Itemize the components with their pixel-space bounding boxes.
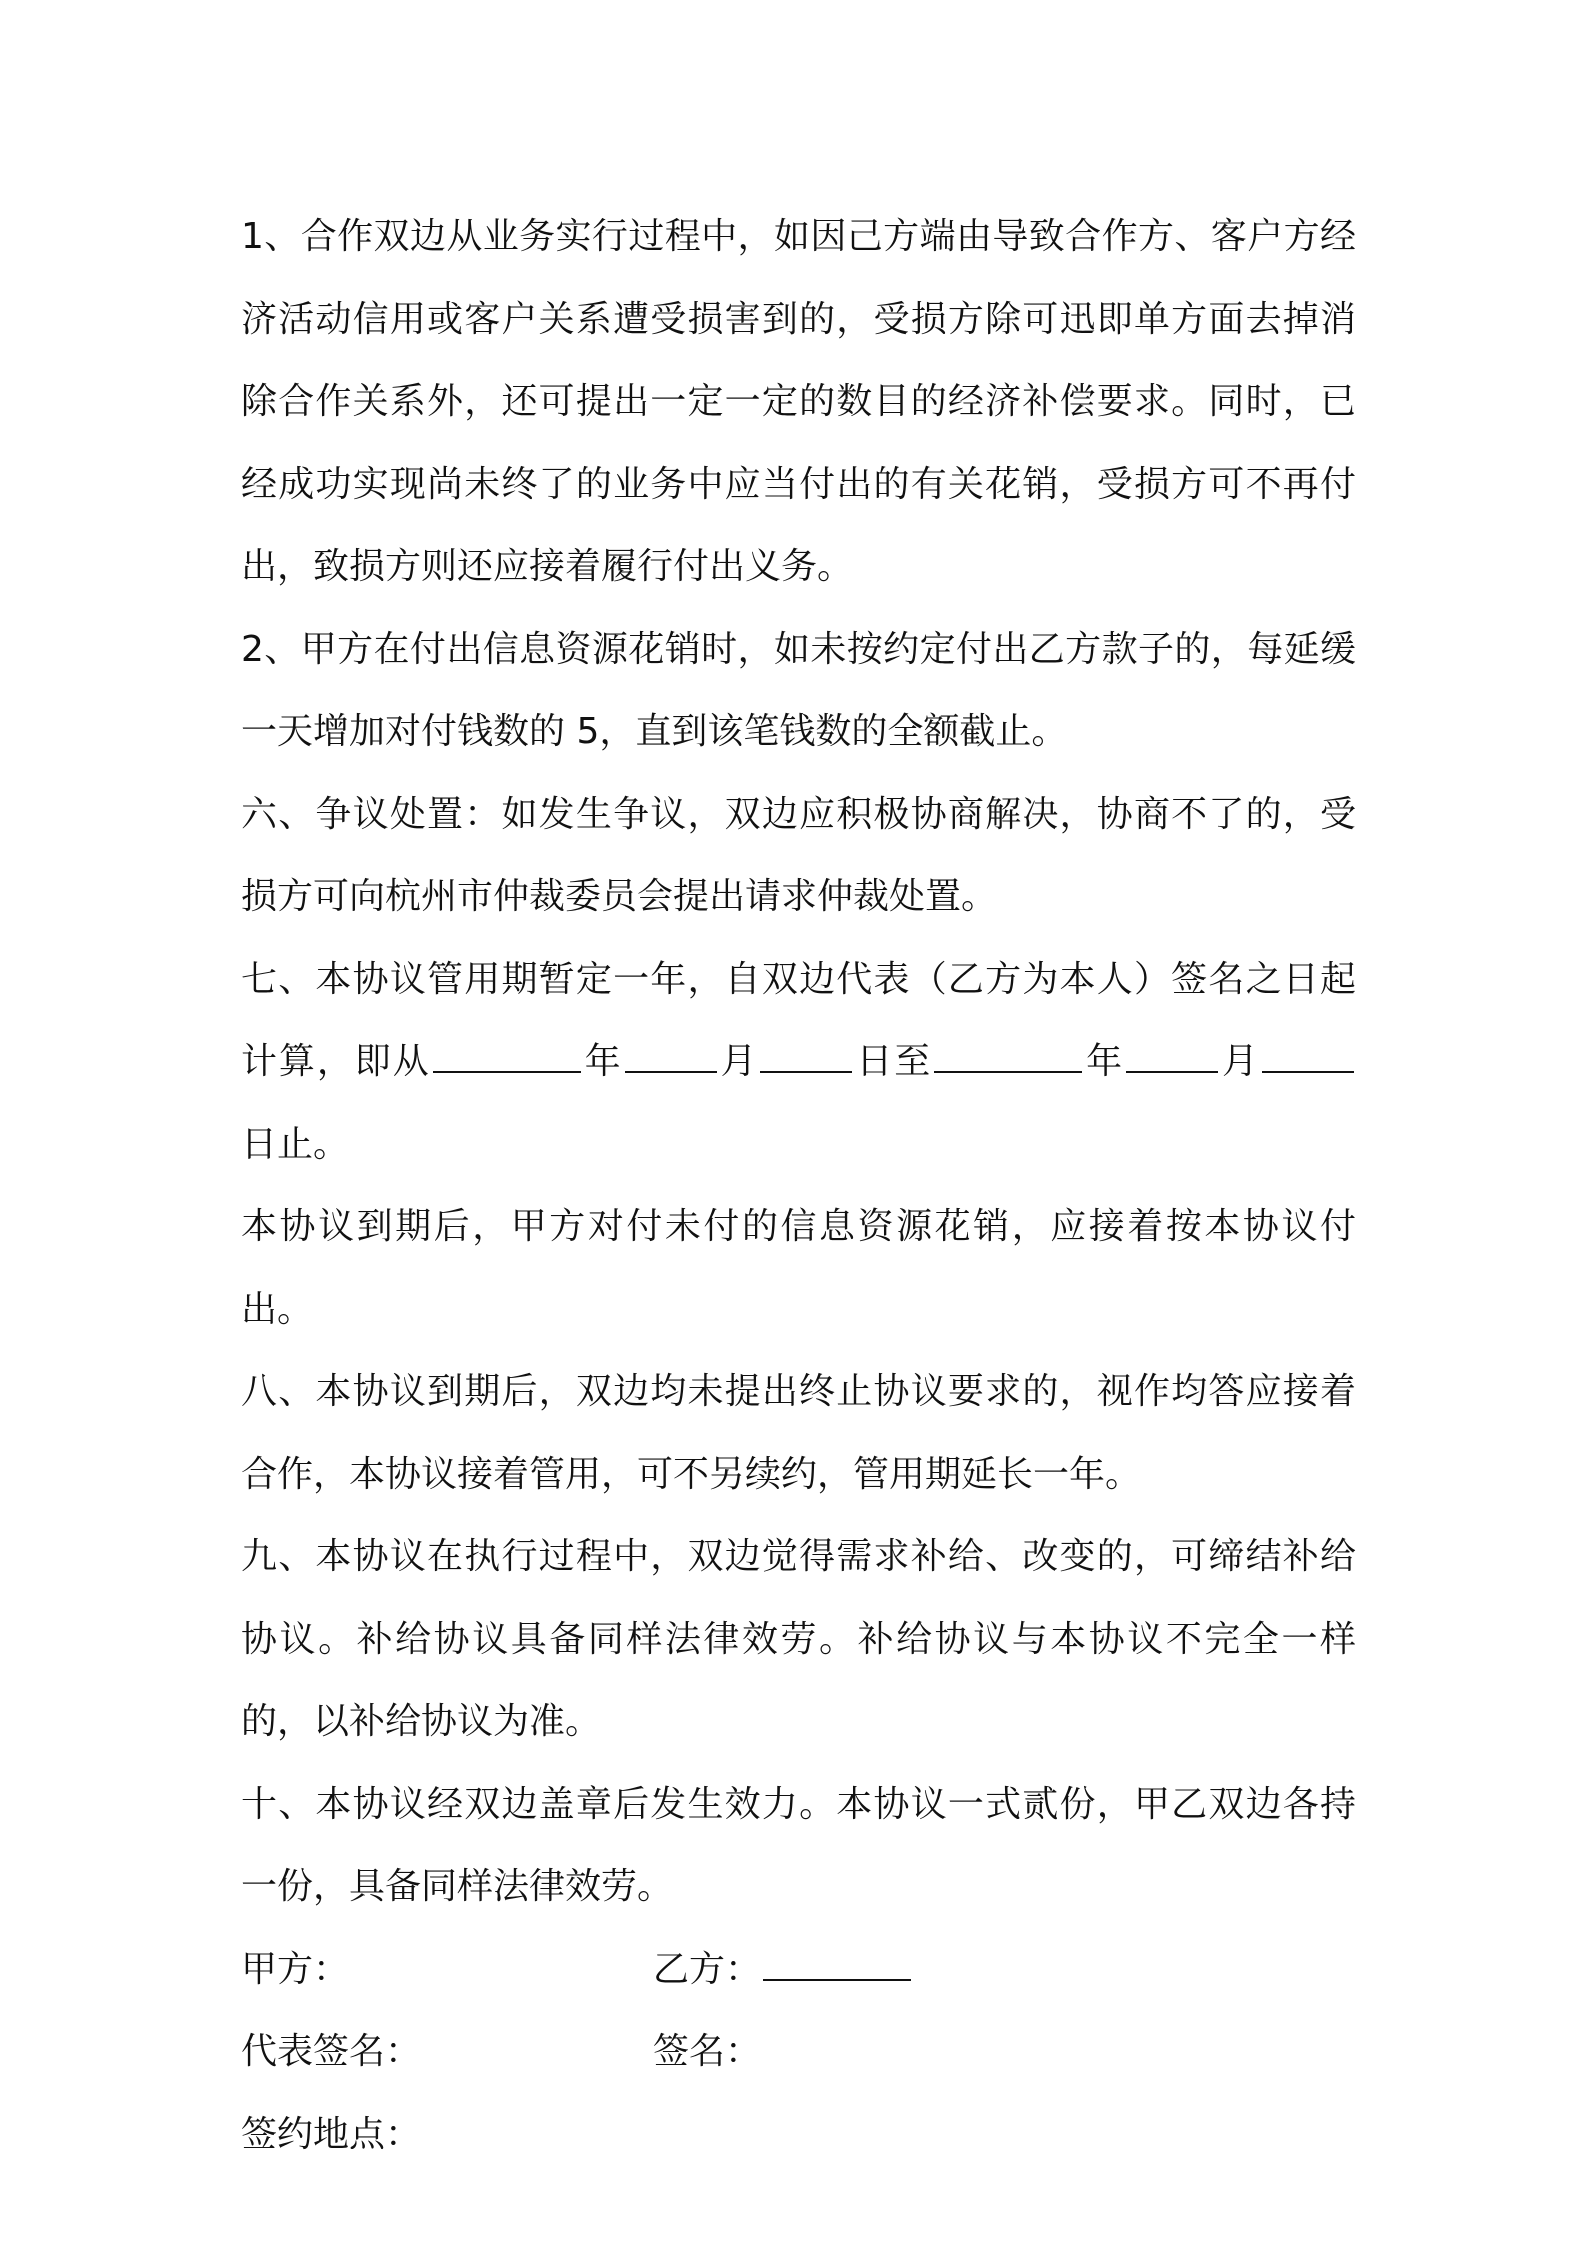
rep-sign-label: 代表签名：: [241, 2031, 422, 2072]
clause-2: 2、甲方在付出信息资源花销时，如未按约定付出乙方款子的，每延缓一天增加对付钱数的 5，直到该笔钱数的全额截止。: [241, 628, 1356, 752]
start-month-blank: [625, 1070, 717, 1073]
clause-6-dispute: 六、争议处置：如发生争议，双边应积极协商解决，协商不了的，受损方可向杭州市仲裁委员会提出请求仲裁处置。: [241, 793, 1356, 917]
party-b-blank: [763, 1978, 911, 1981]
start-year-blank: [433, 1070, 581, 1073]
clause-7-continued: 本协议到期后，甲方对付未付的信息资源花销，应接着按本协议付出。: [241, 1206, 1356, 1330]
clause-9-supplement: 九、本协议在执行过程中，双边觉得需求补给、改变的，可缔结补给协议。补给协议具备同样法律效劳。补给协议与本协议不完全一样的，以补给协议为准。: [241, 1536, 1356, 1742]
place-label: 签约地点：: [241, 2113, 422, 2155]
start-day-blank: [760, 1070, 852, 1073]
clause-7-text: 七、本协议管用期暂定一年，自双边代表（乙方为本人）签名之日起计算，即从: [241, 958, 1356, 1082]
document-page: [241, 196, 1356, 2176]
end-year-blank: [934, 1070, 1082, 1073]
party-a-label: 甲方：: [241, 1948, 350, 1990]
signature-row-names: [241, 2011, 1356, 2094]
end-year-label: 年: [1084, 1041, 1125, 1082]
clause-10-effect: 十、本协议经双边盖章后发生效力。本协议一式贰份，甲乙双边各持一份，具备同样法律效劳。: [241, 1783, 1356, 1907]
start-day-label: 日至: [854, 1041, 933, 1082]
signature-row-parties: [241, 1929, 1356, 2012]
end-month-blank: [1126, 1070, 1218, 1073]
start-year-label: 年: [582, 1041, 623, 1082]
end-day-label: 日止。: [241, 1123, 350, 1165]
party-b-field: [653, 1929, 913, 2012]
signature-row-place: [241, 2094, 1356, 2177]
sign-label: 签名：: [653, 2031, 762, 2072]
clause-1: 1、合作双边从业务实行过程中，如因己方端由导致合作方、客户方经济活动信用或客户关系遭受损害到的，受损方除可迅即单方面去掉消除合作关系外，还可提出一定一定的数目的经济补偿要求。同时，已经成功实现尚未终了的业务中应当付出的有关花销，受损方可不再付出，致损方则还应接着履行付出义务。: [241, 216, 1356, 587]
end-day-blank: [1262, 1070, 1354, 1073]
clause-7-term: [241, 939, 1356, 1187]
end-month-label: 月: [1220, 1041, 1260, 1082]
start-month-label: 月: [718, 1041, 759, 1082]
party-b-label: 乙方：: [653, 1948, 762, 1990]
clause-8-renewal: 八、本协议到期后，双边均未提出终止协议要求的，视作均答应接着合作，本协议接着管用，可不另续约，管用期延长一年。: [241, 1371, 1356, 1495]
